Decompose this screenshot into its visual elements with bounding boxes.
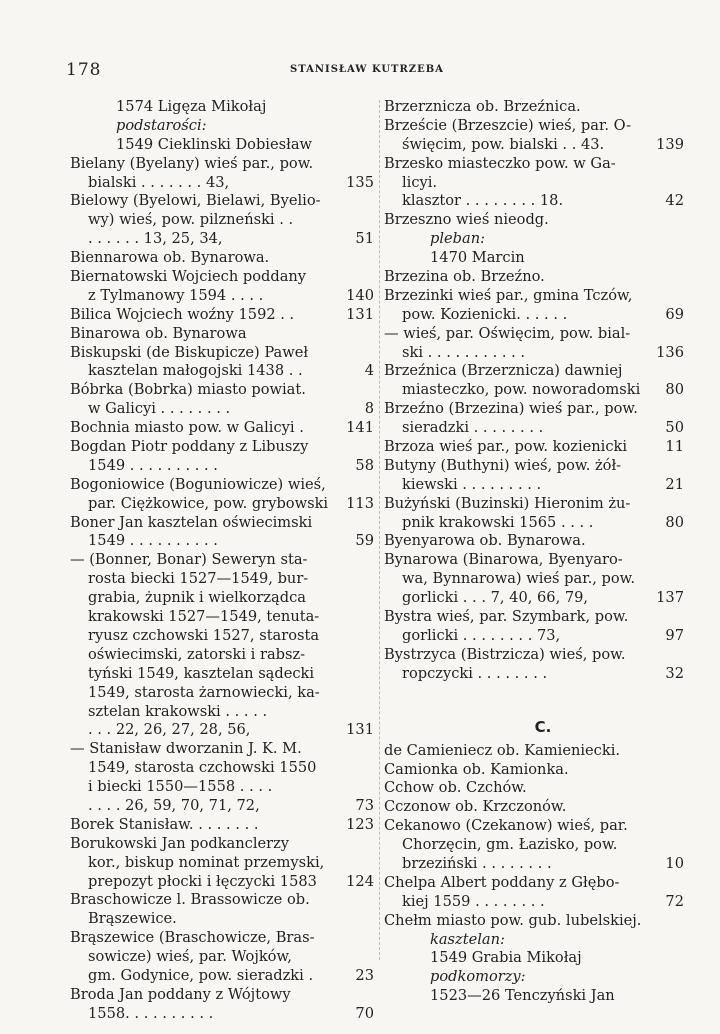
- index-text: Bielany (Byelany) wieś par., pow.: [70, 154, 314, 172]
- index-line: [384, 798, 684, 817]
- index-text: Byenyarowa ob. Bynarowa.: [384, 532, 586, 550]
- index-text: Brzeszno wieś nieodg.: [384, 211, 549, 229]
- index-text: Borek Stanisław. . . . . . . .: [70, 815, 259, 833]
- index-line: [384, 98, 684, 117]
- index-text: . . . 22, 26, 27, 28, 56,: [88, 721, 251, 739]
- index-text: Chorzęcin, gm. Łazisko, pow.: [402, 836, 618, 854]
- index-line: [70, 438, 374, 457]
- index-line: [384, 874, 684, 893]
- index-text: Bóbrka (Bobrka) miasto powiat.: [70, 381, 306, 399]
- index-line: [70, 665, 374, 684]
- index-text: 1558. . . . . . . . . .: [88, 1004, 214, 1022]
- index-text: kiewski . . . . . . . . .: [402, 475, 542, 493]
- page-reference: 50: [665, 419, 684, 437]
- page-reference: 58: [355, 456, 374, 474]
- page-reference: 42: [665, 192, 684, 210]
- index-text: Cchow ob. Czchów.: [384, 779, 527, 797]
- index-text: gm. Godynice, pow. sieradzki .: [88, 966, 314, 984]
- index-line: [70, 325, 374, 344]
- index-line: [70, 551, 374, 570]
- index-line: [70, 778, 374, 797]
- index-line: [70, 835, 374, 854]
- index-text: klasztor . . . . . . . . 18.: [402, 192, 564, 210]
- index-line: [384, 117, 684, 136]
- index-text: oświecimski, zatorski i rabsz-: [88, 645, 306, 663]
- index-line: [70, 797, 374, 816]
- index-line: [384, 912, 684, 931]
- index-line: [70, 1005, 374, 1024]
- page-reference: 4: [364, 362, 374, 380]
- index-line: [70, 740, 374, 759]
- page-reference: 72: [665, 892, 684, 910]
- index-text: de Camieniecz ob. Kamieniecki.: [384, 741, 621, 759]
- index-text: wa, Bynnarowa) wieś par., pow.: [402, 570, 636, 588]
- index-line: [70, 627, 374, 646]
- index-text: Brzeźno (Brzezina) wieś par., pow.: [384, 400, 638, 418]
- index-line: [70, 344, 374, 363]
- index-line: [70, 986, 374, 1005]
- index-text: Boner Jan kasztelan oświecimski: [70, 513, 313, 531]
- index-text: 1549, starosta żarnowiecki, ka-: [88, 683, 320, 701]
- index-text: Brzerznicza ob. Brzeźnica.: [384, 98, 581, 115]
- index-line: [70, 362, 374, 381]
- index-line: [384, 344, 684, 363]
- index-text: podstarości:: [116, 116, 207, 134]
- section-letter: C.: [534, 717, 552, 736]
- index-line: [70, 136, 374, 155]
- page-number: 178: [66, 60, 102, 80]
- index-text: święcim, pow. bialski . . 43.: [402, 135, 605, 153]
- index-text: podkomorzy:: [430, 968, 526, 986]
- index-line: [70, 495, 374, 514]
- index-line: [384, 476, 684, 495]
- index-line: [70, 608, 374, 627]
- page-reference: 8: [364, 400, 374, 418]
- index-line: [70, 703, 374, 722]
- index-text: kor., biskup nominat przemyski,: [88, 853, 325, 871]
- index-line: [70, 854, 374, 873]
- index-line: [70, 249, 374, 268]
- index-line: [384, 570, 684, 589]
- index-line: [70, 419, 374, 438]
- index-text: kasztelan:: [430, 930, 505, 948]
- index-line: [384, 665, 684, 684]
- index-text: Brzesko miasteczko pow. w Ga-: [384, 154, 616, 172]
- index-line: [384, 817, 684, 836]
- index-text: grabia, żupnik i wielkorządca: [88, 589, 306, 607]
- index-text: 1549 Grabia Mikołaj: [430, 949, 582, 967]
- index-text: wy) wieś, pow. pilzneński . .: [88, 211, 294, 229]
- index-text: Bielowy (Byelowi, Bielawi, Byelio-: [70, 192, 321, 210]
- index-text: ropczycki . . . . . . . .: [402, 664, 548, 682]
- index-text: Brzezinki wieś par., gmina Tczów,: [384, 286, 633, 304]
- index-text: pleban:: [430, 230, 486, 248]
- index-text: Broda Jan poddany z Wójtowy: [70, 985, 291, 1003]
- index-text: par. Ciężkowice, pow. grybowski: [88, 494, 329, 512]
- column-divider: [379, 100, 380, 960]
- page-reference: 123: [346, 815, 374, 833]
- index-line: [70, 816, 374, 835]
- index-line: [70, 400, 374, 419]
- left-column: [70, 98, 374, 1024]
- index-text: krakowski 1527—1549, tenuta-: [88, 608, 320, 626]
- page-reference: 73: [355, 796, 374, 814]
- index-line: [384, 381, 684, 400]
- index-line: [70, 211, 374, 230]
- index-line: [384, 836, 684, 855]
- index-text: 1470 Marcin: [430, 249, 525, 267]
- index-text: 1574 Ligęza Mikołaj: [116, 98, 267, 115]
- index-line: [70, 873, 374, 892]
- page-reference: 23: [355, 966, 374, 984]
- index-line: [384, 589, 684, 608]
- running-head: STANISŁAW KUTRZEBA: [290, 64, 444, 75]
- index-line: [384, 419, 684, 438]
- index-text: kiej 1559 . . . . . . . .: [402, 892, 545, 910]
- index-line: [70, 155, 374, 174]
- index-text: Biennarowa ob. Bynarowa.: [70, 249, 270, 267]
- page-reference: 140: [346, 286, 374, 304]
- index-line: [384, 306, 684, 325]
- index-text: ski . . . . . . . . . . .: [402, 343, 526, 361]
- index-text: Brąszewice.: [88, 910, 177, 928]
- index-text: sowicze) wieś, par. Wojków,: [88, 948, 292, 966]
- index-text: Braschowicze l. Brassowicze ob.: [70, 891, 310, 909]
- index-text: Brzoza wieś par., pow. kozienicki: [384, 438, 627, 456]
- index-text: 1523—26 Tenczyński Jan: [430, 987, 615, 1005]
- page-reference: 51: [355, 230, 374, 248]
- index-line: [70, 514, 374, 533]
- index-line: [384, 893, 684, 912]
- index-line: [70, 684, 374, 703]
- index-text: prepozyt płocki i łęczycki 1583: [88, 872, 317, 890]
- index-line: [384, 230, 684, 249]
- index-text: sieradzki . . . . . . . .: [402, 419, 544, 437]
- index-line: [384, 931, 684, 950]
- index-text: Bystrzyca (Bistrzicza) wieś, pow.: [384, 645, 626, 663]
- page-reference: 10: [665, 854, 684, 872]
- index-line: [384, 400, 684, 419]
- index-text: Borukowski Jan podkanclerzy: [70, 834, 290, 852]
- index-text: Binarowa ob. Bynarowa: [70, 324, 247, 342]
- index-line: [384, 987, 684, 1006]
- index-text: Cekanowo (Czekanow) wieś, par.: [384, 817, 628, 835]
- index-text: 1549 Cieklinski Dobiesław: [116, 135, 313, 153]
- index-line: [384, 742, 684, 761]
- page-reference: 136: [656, 343, 684, 361]
- index-text: 1549 . . . . . . . . . .: [88, 456, 218, 474]
- index-line: [70, 117, 374, 136]
- index-line: [384, 174, 684, 193]
- page-reference: 131: [346, 721, 374, 739]
- page-reference: 97: [665, 626, 684, 644]
- page-reference: 32: [665, 664, 684, 682]
- index-text: — wieś, par. Oświęcim, pow. bial-: [384, 324, 631, 342]
- index-line: [384, 211, 684, 230]
- index-text: pnik krakowski 1565 . . . .: [402, 513, 594, 531]
- page-reference: 59: [355, 532, 374, 550]
- index-text: 1549, starosta czchowski 1550: [88, 759, 317, 777]
- index-line: [384, 761, 684, 780]
- index-text: Brzezina ob. Brzeźno.: [384, 268, 545, 286]
- index-line: [70, 287, 374, 306]
- index-line: [384, 495, 684, 514]
- index-text: Cczonow ob. Krzczonów.: [384, 798, 567, 816]
- index-line: [70, 476, 374, 495]
- index-line: [70, 457, 374, 476]
- page-reference: 11: [665, 438, 684, 456]
- index-line: [384, 949, 684, 968]
- index-line: [384, 551, 684, 570]
- index-line: [384, 646, 684, 665]
- index-line: [384, 438, 684, 457]
- index-text: Brzeźnica (Brzerznicza) dawniej: [384, 362, 623, 380]
- index-line: [70, 646, 374, 665]
- index-text: i biecki 1550—1558 . . . .: [88, 778, 273, 796]
- index-line: [70, 948, 374, 967]
- index-text: z Tylmanowy 1594 . . . .: [88, 286, 264, 304]
- index-line: [384, 608, 684, 627]
- index-text: ryusz czchowski 1527, starosta: [88, 626, 320, 644]
- page-reference: 124: [346, 872, 374, 890]
- index-text: brzeziński . . . . . . . .: [402, 854, 552, 872]
- index-line: [384, 287, 684, 306]
- index-text: Bystra wieś, par. Szymbark, pow.: [384, 608, 629, 626]
- index-line: [384, 362, 684, 381]
- index-line: [70, 98, 374, 117]
- page-reference: 113: [346, 494, 374, 512]
- index-text: miasteczko, pow. noworadomski: [402, 381, 641, 399]
- index-line: [384, 268, 684, 287]
- index-line: [384, 249, 684, 268]
- index-text: gorlicki . . . . . . . . 73,: [402, 626, 561, 644]
- page-reference: 131: [346, 305, 374, 323]
- page-reference: 139: [656, 135, 684, 153]
- right-column: [384, 98, 684, 1006]
- index-line: [70, 532, 374, 551]
- index-line: [384, 968, 684, 987]
- index-text: Biernatowski Wojciech poddany: [70, 268, 307, 286]
- page-reference: 137: [656, 589, 684, 607]
- index-text: Chełm miasto pow. gub. lubelskiej.: [384, 911, 642, 929]
- index-text: Bużyński (Buzinski) Hieronim żu-: [384, 494, 631, 512]
- index-line: [70, 967, 374, 986]
- index-line: [384, 855, 684, 874]
- index-line: [384, 325, 684, 344]
- index-text: rosta biecki 1527—1549, bur-: [88, 570, 309, 588]
- index-text: Camionka ob. Kamionka.: [384, 760, 569, 778]
- page-reference: 69: [665, 305, 684, 323]
- index-line: [70, 759, 374, 778]
- index-line: [384, 532, 684, 551]
- index-text: Bogdan Piotr poddany z Libuszy: [70, 438, 309, 456]
- index-line: [70, 721, 374, 740]
- index-text: Chelpa Albert poddany z Głębo-: [384, 873, 620, 891]
- page-reference: 21: [665, 475, 684, 493]
- index-text: — (Bonner, Bonar) Seweryn sta-: [70, 551, 308, 569]
- index-text: tyński 1549, kasztelan sądecki: [88, 664, 315, 682]
- page-reference: 135: [346, 173, 374, 191]
- index-text: pow. Kozienicki. . . . . .: [402, 305, 568, 323]
- index-text: Biskupski (de Biskupicze) Paweł: [70, 343, 309, 361]
- index-line: [70, 570, 374, 589]
- index-line: [70, 381, 374, 400]
- index-line: [384, 155, 684, 174]
- index-text: . . . . 26, 59, 70, 71, 72,: [88, 796, 260, 814]
- index-line: [70, 174, 374, 193]
- page-reference: 141: [346, 419, 374, 437]
- index-text: sztelan krakowski . . . . .: [88, 702, 268, 720]
- index-line: [70, 589, 374, 608]
- index-text: gorlicki . . . 7, 40, 66, 79,: [402, 589, 589, 607]
- index-line: [70, 910, 374, 929]
- section-gap: [384, 684, 684, 712]
- page-reference: 80: [665, 513, 684, 531]
- index-line: [70, 929, 374, 948]
- index-text: Brzeście (Brzeszcie) wieś, par. O-: [384, 116, 632, 134]
- index-line: [384, 779, 684, 798]
- index-text: Butyny (Buthyni) wieś, pow. żół-: [384, 456, 622, 474]
- index-line: [70, 268, 374, 287]
- page-reference: 80: [665, 381, 684, 399]
- index-line: [384, 627, 684, 646]
- index-text: Bogoniowice (Boguniowicze) wieś,: [70, 475, 326, 493]
- index-line: [70, 306, 374, 325]
- page-reference: 70: [355, 1004, 374, 1022]
- index-text: kasztelan małogojski 1438 . .: [88, 362, 303, 380]
- index-text: . . . . . . 13, 25, 34,: [88, 230, 223, 248]
- index-line: [70, 230, 374, 249]
- index-text: licyi.: [402, 173, 438, 191]
- index-text: bialski . . . . . . . 43,: [88, 173, 230, 191]
- index-line: [70, 192, 374, 211]
- index-text: w Galicyi . . . . . . . .: [88, 400, 231, 418]
- index-text: Bilica Wojciech woźny 1592 . .: [70, 305, 295, 323]
- index-text: Bynarowa (Binarowa, Byenyaro-: [384, 551, 623, 569]
- index-text: — Stanisław dworzanin J. K. M.: [70, 740, 302, 758]
- index-text: Brąszewice (Braschowicze, Bras-: [70, 929, 315, 947]
- index-line: [70, 891, 374, 910]
- index-line: [384, 192, 684, 211]
- index-line: [384, 514, 684, 533]
- index-text: 1549 . . . . . . . . . .: [88, 532, 218, 550]
- index-line: [384, 136, 684, 155]
- index-text: Bochnia miasto pow. w Galicyi .: [70, 419, 304, 437]
- index-line: [384, 457, 684, 476]
